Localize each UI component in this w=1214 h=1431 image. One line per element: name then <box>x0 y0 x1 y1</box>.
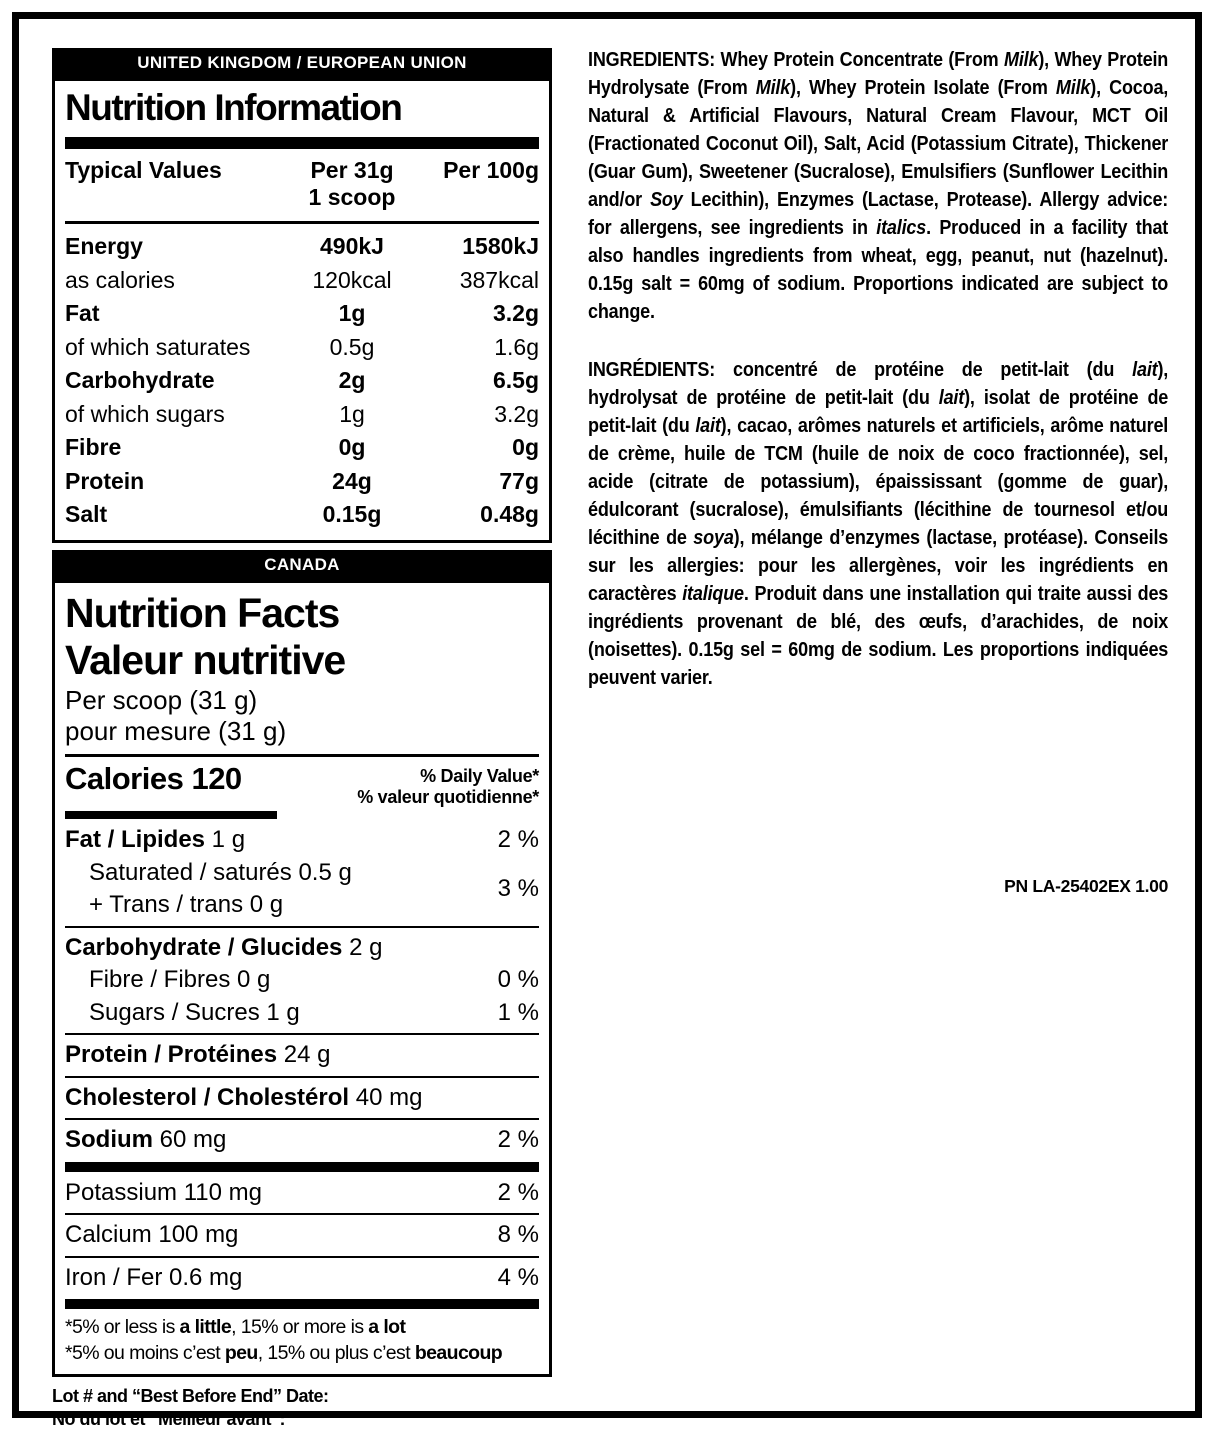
thick-divider <box>65 1299 539 1309</box>
uk-eu-nutrition-panel <box>52 48 552 543</box>
uk-col-per-100g: Per 100g <box>443 157 539 183</box>
ca-iron-dv: 4 % <box>497 1263 539 1291</box>
canada-nutrition-panel <box>52 550 552 1431</box>
ca-row-cholesterol: Cholesterol / Cholestérol 40 mg <box>65 1083 423 1111</box>
uk-nutrition-table <box>65 149 539 532</box>
thick-divider <box>65 1162 539 1172</box>
footnote-fr: *5% ou moins c’est peu, 15% ou plus c’est beaucoup <box>65 1342 503 1364</box>
uk-row-carbohydrate: Carbohydrate 2g 6.5g <box>65 367 539 393</box>
ca-sodium-dv: 2 % <box>497 1126 539 1153</box>
uk-row-sugars: of which sugars 1g 3.2g <box>65 400 539 427</box>
canada-region-header: CANADA <box>52 550 552 580</box>
daily-value-header: % Daily Value* % valeur quotidienne* <box>357 766 539 807</box>
ingredients-text-block <box>588 46 1168 692</box>
uk-eu-panel-box <box>52 78 552 543</box>
ca-row-calcium: Calcium 100 mg 8 % <box>65 1219 539 1252</box>
uk-row-fat: Fat 1g 3.2g <box>65 300 539 326</box>
ca-row-sodium: Sodium 60 mg 2 % <box>65 1124 539 1157</box>
divider <box>65 1256 539 1258</box>
canada-panel-box <box>52 580 552 1377</box>
uk-col-typical-values: Typical Values <box>65 157 222 183</box>
lot-line-fr: No du lot et “Meilleur avant”: <box>52 1409 286 1429</box>
uk-eu-region-header: UNITED KINGDOM / EUROPEAN UNION <box>52 48 552 78</box>
ca-row-saturated-trans: Saturated / saturés 0.5 g + Trans / trans 0 g 3 % <box>89 858 539 918</box>
ca-row-fibre: Fibre / Fibres 0 g 0 % <box>65 964 539 997</box>
uk-row-saturates: of which saturates 0.5g 1.6g <box>65 333 539 360</box>
uk-row-fibre: Fibre 0g 0g <box>65 434 539 460</box>
uk-title-divider <box>65 137 539 149</box>
calories-row <box>65 761 539 808</box>
uk-table-header-row <box>65 149 539 213</box>
ca-row-sugars: Sugars / Sucres 1 g 1 % <box>65 997 539 1030</box>
serving-size-en: Per scoop (31 g) <box>65 685 258 715</box>
ca-calcium-dv: 8 % <box>497 1221 539 1248</box>
serving-size-fr: pour mesure (31 g) <box>65 716 287 746</box>
ca-fat-dv: 2 % <box>497 826 539 853</box>
ca-row-potassium: Potassium 110 mg 2 % <box>65 1177 539 1210</box>
serving-rule <box>65 754 539 757</box>
divider <box>65 1033 539 1035</box>
uk-col-per-31g: Per 31g 1 scoop <box>308 157 396 210</box>
divider <box>65 1213 539 1215</box>
calories-underbar <box>65 811 277 819</box>
ca-row-iron: Iron / Fer 0.6 mg 4 % <box>65 1262 539 1295</box>
uk-row-energy: Energy 490kJ 1580kJ <box>65 233 539 259</box>
ca-fibre-dv: 0 % <box>497 966 539 993</box>
ca-row-protein: Protein / Protéines 24 g <box>65 1041 331 1068</box>
part-number-code: PN LA-25402EX 1.00 <box>1004 876 1168 896</box>
ca-potassium-dv: 2 % <box>497 1178 539 1206</box>
uk-row-salt: Salt 0.15g 0.48g <box>65 501 539 527</box>
ca-row-fat: Fat / Lipides 1 g 2 % <box>65 824 539 857</box>
ingredients-paragraph-fr: INGRÉDIENTS: concentré de protéine de petit-lait (du lait), hydrolysat de protéine de petit-lait (du lait), isolat de protéine de petit-lait (du lait), cacao, arômes naturels et artificiels, arôme naturel de crème, huile de TCM (huile de noix de coco fractionnée), sel, acide (citrate de potassium), épaississant (gomme de guar), édulcorant (sucralose), émulsifiants (lécithine de tournesol et/ou lécithine de soya), mélange d’enzymes (lactase, protéase). Conseils sur les allergies: pour les allergènes, voir les ingrédients en caractères italique. Produit dans une installation qui traite aussi des ingrédients provenant de blé, des œufs, d’arachides, de noix (noisettes). 0.15g sel = 60mg de sodium. Les proportions indiquées peuvent varier. <box>588 358 1169 689</box>
divider <box>65 926 539 928</box>
nutrition-facts-title-en: Nutrition Facts <box>65 590 340 636</box>
divider <box>65 1118 539 1120</box>
uk-row-as-calories: as calories 120kcal 387kcal <box>65 266 539 293</box>
nutrition-facts-title-fr: Valeur nutritive <box>65 637 346 683</box>
ca-row-carbohydrate: Carbohydrate / Glucides 2 g <box>65 933 383 961</box>
uk-header-rule <box>65 221 539 224</box>
ca-sugars-dv: 1 % <box>497 998 539 1026</box>
ingredients-paragraph-en: INGREDIENTS: Whey Protein Concentrate (From Milk), Whey Protein Hydrolysate (From Milk), Whey Protein Isolate (From Milk), Cocoa, Natural & Artificial Flavours, Natural Cream Flavour, MCT Oil (Fractionated Coconut Oil), Salt, Acid (Potassium Citrate), Thickener (Guar Gum), Sweetener (Sucralose), Emulsifiers (Sunflower Lecithin and/or Soy Lecithin), Enzymes (Lactase, Protease). Allergy advice: for allergens, see ingredients in italics. Produced in a facility that also handles ingredients from wheat, egg, peanut, nut (hazelnut). 0.15g salt = 60mg of sodium. Proportions indicated are subject to change. <box>588 48 1169 323</box>
lot-number-note <box>52 1385 552 1431</box>
ca-saturated-dv: 3 % <box>497 874 539 902</box>
uk-row-protein: Protein 24g 77g <box>65 467 539 494</box>
divider <box>65 1076 539 1078</box>
footnote-en: *5% or less is a little, 15% or more is a lot <box>65 1316 406 1338</box>
calories-value: Calories 120 <box>65 761 242 796</box>
uk-panel-title: Nutrition Information <box>65 87 402 128</box>
ingredients-column <box>588 46 1168 1346</box>
lot-line-en: Lot # and “Best Before End” Date: <box>52 1386 329 1406</box>
